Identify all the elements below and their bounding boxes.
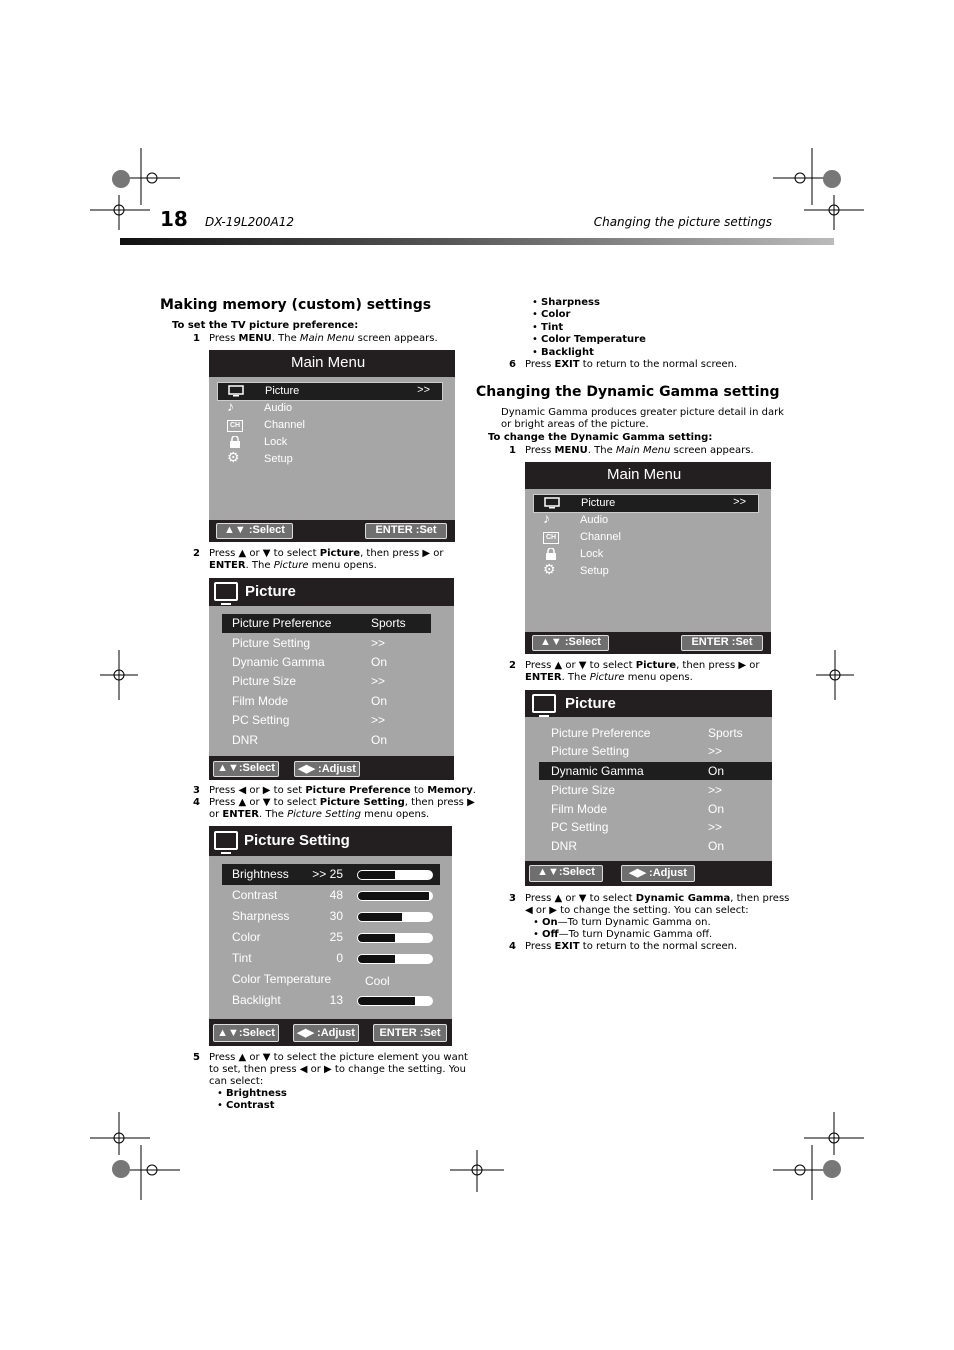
enter-hint: ENTER :Set [365,523,447,539]
list-item: • Backlight [541,347,646,359]
select-hint: ▲▼:Select [213,1024,279,1042]
tv-icon [228,385,244,397]
enter-hint: ENTER :Set [681,635,763,651]
setting-label: Contrast [232,888,278,902]
left-heading: Making memory (custom) settings [160,297,432,313]
select-hint: ▲▼:Select [213,761,279,777]
setting-label: Backlight [232,993,281,1007]
picture-menu-screen-right [525,690,772,886]
setting-row[interactable] [222,864,440,885]
setting-slider[interactable] [357,870,433,880]
picture-row[interactable]: PC Setting >> [232,713,386,727]
picture-row[interactable]: Picture Size >> [232,674,386,688]
list-item: • Sharpness [541,297,646,309]
right-subheading: To change the Dynamic Gamma setting: [488,432,713,443]
setting-value: 48 [329,888,343,902]
main-menu-title: Main Menu [607,466,682,483]
setting-value: Cool [365,974,390,988]
setting-slider[interactable] [357,954,433,964]
setting-slider[interactable] [357,891,433,901]
menu-item-setup[interactable]: ⚙ Setup [227,449,293,465]
ch-icon: CH [543,532,559,544]
music-note-icon: ♪ [227,398,234,414]
picture-setting-title-bar [209,826,452,856]
music-note-icon: ♪ [543,510,550,526]
main-menu-title: Main Menu [291,354,366,371]
slider-fill [358,955,395,963]
setting-value: 13 [329,993,343,1007]
picture-row[interactable]: Picture Size >> [551,783,723,797]
picture-row[interactable]: Picture Preference Sports [551,726,743,740]
right-step-1: 1 Press MENU. The Main Menu screen appears. [509,445,754,456]
header-rule [120,238,834,245]
main-menu-footer [209,520,455,542]
picture-setting-footer [209,1019,452,1046]
menu-item-lock[interactable]: Lock [217,434,443,451]
setting-label: Color [232,930,261,944]
main-menu-screen [209,350,455,542]
right-options [533,917,713,941]
main-menu-title-bar [525,462,771,489]
picture-row-selected[interactable]: Dynamic Gamma On [539,762,772,780]
left-step-5: 5 Press ▲ or ▼ to select the picture element you want to set, then press ◀ or ▶ to change the setting. You can select: [193,1052,468,1087]
main-menu-screen-right [525,462,771,654]
adjust-hint: ◀▶ :Adjust [293,1024,359,1042]
list-item: • On—To turn Dynamic Gamma on. [533,917,711,928]
list-item: • Contrast [226,1100,287,1112]
select-hint: ▲▼:Select [529,865,603,882]
adjust-hint: ◀▶ :Adjust [621,865,695,882]
slider-fill [358,934,395,942]
setting-row[interactable] [222,927,440,948]
slider-fill [358,892,429,900]
right-step-3: 3 Press ▲ or ▼ to select Dynamic Gamma, then press ◀ or ▶ to change the setting. You can select: [509,893,790,916]
ch-icon: CH [227,420,243,432]
gear-icon: ⚙ [543,561,556,577]
picture-title: Picture [565,695,616,712]
right-step-2: 2 Press ▲ or ▼ to select Picture, then press ▶ or ENTER. The Picture menu opens. [509,660,760,683]
setting-slider[interactable] [357,933,433,943]
main-menu-footer [525,632,771,654]
setting-label: Brightness [232,867,289,881]
page-number: 18 [160,207,188,231]
setting-row[interactable] [222,948,440,969]
picture-footer [525,861,772,886]
list-item: • Brightness [226,1088,287,1100]
picture-row[interactable]: DNR On [551,839,725,853]
picture-footer [209,756,454,780]
right-heading: Changing the Dynamic Gamma setting [476,384,780,400]
lock-icon [543,548,559,560]
main-menu-title-bar [209,350,455,377]
setting-value: 30 [329,909,343,923]
setting-value: 0 [336,951,343,965]
setting-row[interactable] [222,969,440,990]
picture-title-bar [525,690,772,717]
model-number: DX-19L200A12 [205,215,295,229]
select-hint: ▲▼ :Select [532,635,609,651]
tv-icon [532,694,556,713]
setting-label: Sharpness [232,909,290,923]
list-item: • Color [541,309,646,321]
right-intro: Dynamic Gamma produces greater picture detail in dark or bright areas of the picture. [501,407,784,430]
menu-item-channel[interactable]: CH Channel [533,529,759,546]
picture-setting-title: Picture Setting [244,832,350,849]
left-step-2: 2 Press ▲ or ▼ to select Picture, then press ▶ or ENTER. The Picture menu opens. [193,548,444,571]
left-step-3: 3 Press ◀ or ▶ to set Picture Preference to Memory. [193,785,476,796]
running-title: Changing the picture settings [593,215,772,229]
picture-row[interactable]: Film Mode On [551,802,725,816]
list-item: • Color Temperature [541,334,646,346]
setting-row[interactable] [222,990,440,1011]
list-item: • Tint [541,322,646,334]
setting-slider[interactable] [357,912,433,922]
menu-item-audio[interactable]: ♪ Audio [227,398,293,414]
picture-menu-screen-left [209,578,454,780]
menu-item-setup[interactable]: ⚙ Setup [543,561,609,577]
menu-item-audio[interactable]: ♪ Audio [543,510,609,526]
setting-slider[interactable] [357,996,433,1006]
picture-row[interactable]: Picture Setting >> [232,636,386,650]
slider-fill [358,871,395,879]
setting-row[interactable] [222,906,440,927]
left-step-4: 4 Press ▲ or ▼ to select Picture Setting, then press ▶ or ENTER. The Picture Setting menu opens. [193,797,475,820]
picture-row[interactable]: DNR On [232,733,388,747]
tv-icon [544,497,560,509]
slider-fill [358,997,415,1005]
right-bullets [541,297,646,359]
tv-icon [214,831,238,850]
gear-icon: ⚙ [227,449,240,465]
right-step-4: 4 Press EXIT to return to the normal screen. [509,941,738,952]
setting-label: Tint [232,951,252,965]
menu-item-lock[interactable]: Lock [533,546,759,563]
setting-value: >> 25 [312,867,343,881]
picture-row[interactable]: PC Setting >> [551,820,723,834]
right-step-6: 6 Press EXIT to return to the normal screen. [509,359,738,370]
select-hint: ▲▼ :Select [216,523,293,539]
picture-row[interactable]: Dynamic Gamma On [232,655,388,669]
picture-row[interactable]: Picture Preference Sports [222,614,431,633]
left-step-1: 1 Press MENU. The Main Menu screen appears. [193,333,438,344]
setting-label: Color Temperature [232,972,332,986]
picture-setting-screen [209,826,452,1046]
picture-title: Picture [245,583,296,600]
menu-item-channel[interactable]: CH Channel [217,417,443,434]
adjust-hint: ◀▶ :Adjust [294,761,360,777]
left-bullets [226,1088,287,1113]
list-item: • Off—To turn Dynamic Gamma off. [533,929,713,940]
menu-item-picture[interactable]: Picture >> [217,382,443,401]
lock-icon [227,436,243,448]
setting-row[interactable] [222,885,440,906]
picture-row[interactable]: Picture Setting >> [551,744,723,758]
menu-item-picture[interactable]: Picture >> [533,494,759,513]
left-subheading: To set the TV picture preference: [172,320,359,331]
tv-icon [214,582,238,601]
enter-hint: ENTER :Set [373,1024,447,1042]
slider-fill [358,913,402,921]
picture-title-bar [209,578,454,606]
picture-row[interactable]: Film Mode On [232,694,388,708]
setting-value: 25 [329,930,343,944]
